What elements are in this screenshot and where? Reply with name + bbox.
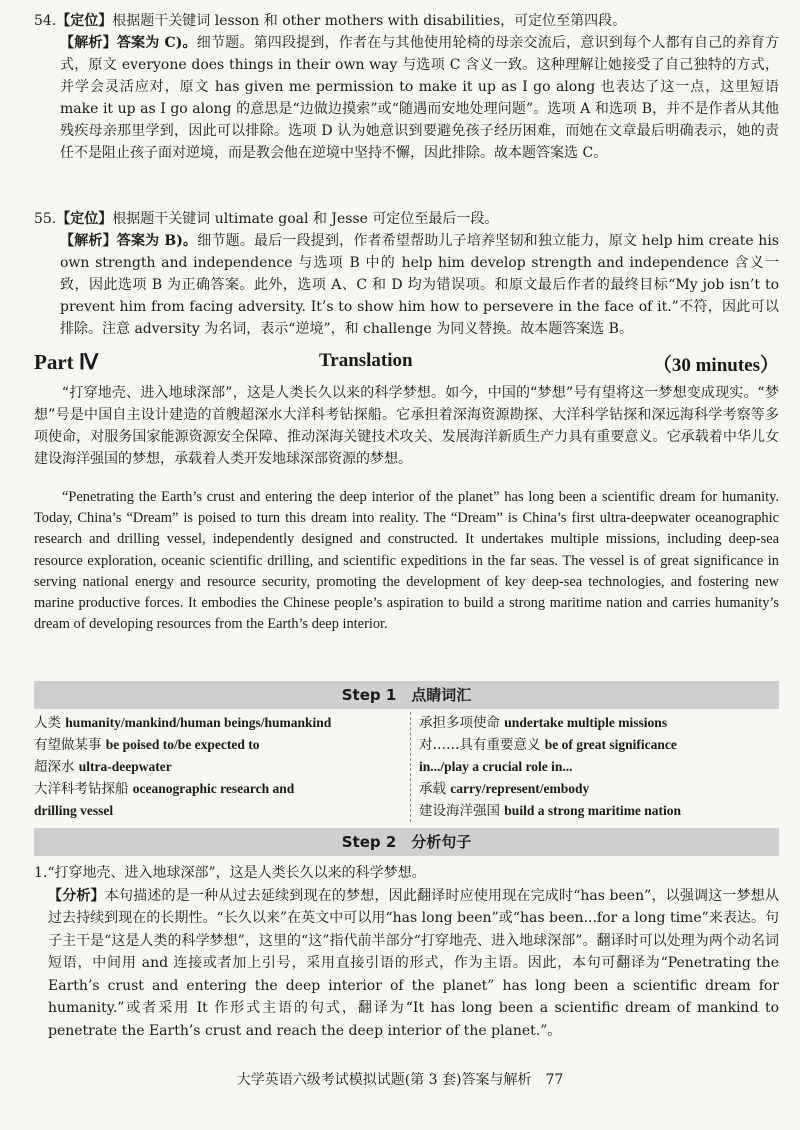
analysis-tag: 【解析】 [60, 35, 117, 51]
vocab-item: 超深水 ultra-deepwater [34, 759, 172, 775]
analysis-tag: 【解析】 [60, 233, 117, 249]
part-title: Translation [319, 350, 413, 371]
item-number: 1. [34, 865, 48, 881]
analysis-tag: 【分析】 [48, 887, 105, 904]
vocab-item: 对……具有重要意义 be of great significance [419, 737, 677, 753]
locate-tag: 【定位】 [56, 211, 113, 227]
source-passage [34, 382, 779, 470]
vocab-item: 承担多项使命 undertake multiple missions [419, 715, 668, 731]
locate-tag: 【定位】 [56, 13, 113, 29]
part-time: （30 minutes） [652, 355, 779, 376]
vocabulary-table [34, 712, 779, 824]
part-label: Part Ⅳ [34, 350, 99, 374]
item-text: “打穿地壳、进入地球深部”，这是人类长久以来的科学梦想。 [47, 865, 426, 881]
analysis-text: 细节题。最后一段提到，作者希望帮助儿子培养坚韧和独立能力，原文 help him create his own strength and independence 与选项 B 中的 help him develop strength and independence 含义一致，因此选项 B 为正确答案。此外，选项 A、C 和 D 均为错误项。和原文最后作者的最终目标“My job isn’t to prevent him from facing adversity. It’s to show him how to persevere in the face of it.”不符，因此可以排除。注意 adversity 为名词，表示“逆境”，和 challenge 为同义替换。故本题答案选 B。 [60, 233, 779, 337]
question-55 [34, 208, 779, 340]
part-heading [34, 350, 779, 378]
step1-bar: Step 1 点睛词汇 [34, 681, 779, 709]
vocab-item: in.../play a crucial role in... [419, 759, 573, 774]
sentence-analysis [34, 862, 779, 1042]
locate-text: 根据题干关键词 ultimate goal 和 Jesse 可定位至最后一段。 [112, 211, 499, 227]
locate-text: 根据题干关键词 lesson 和 other mothers with disabilities，可定位至第四段。 [112, 13, 627, 29]
reference-translation [34, 487, 779, 635]
translation-text: “Penetrating the Earth’s crust and entering the deep interior of the planet” has long been a scientific dream for humanity. Today, China’s “Dream” is poised to turn this dream into reality. The “Dream” is China’s first ultra-deepwater oceanographic research and drilling vessel, independently designed and constructed. It undertakes multiple missions, including deep-sea resource exploration, oceanic scientific drilling, and scientific expeditions in the far seas. The vessel is of great significance in serving national energy and resource security, promoting the development of key deep-sea technologies, and fostering new marine productive forces. It embodies the Chinese people’s aspiration to build a strong maritime nation and carries humanity’s dream of developing resources from the Earth’s deep interior. [34, 489, 779, 633]
vocab-column-left [34, 712, 384, 822]
vocab-item: 大洋科考钻探船 oceanographic research and [34, 781, 295, 797]
vocab-item: 承载 carry/represent/embody [419, 781, 590, 797]
page-footer: 大学英语六级考试模拟试题(第 3 套)答案与解析 77 [236, 1072, 564, 1088]
answer-tag: 答案为 C)。 [116, 35, 197, 51]
analysis-text: 细节题。第四段提到，作者在与其他使用轮椅的母亲交流后，意识到每个人都有自己的养育方式，原文 everyone does things in their own way 与选项 C 含义一致。这种理解让她接受了自己独特的方式，并学会灵活应对，原文 has given me permission to make it up as I go along 也表达了这一点，这里短语 make it up as I go along 的意思是“边做边摸索”或“随遇而安地处理问题”。选项 A 和选项 B，并不是作者从其他残疾母亲那里学到，因此可以排除。选项 D 认为她意识到要避免孩子经历困难，而她在文章最后明确表示，她的责任不是阻止孩子面对逆境，而是教会他在逆境中坚持不懈，因此排除。故本题答案选 C。 [60, 35, 780, 161]
vocab-item: 人类 humanity/mankind/human beings/humankind [34, 715, 332, 731]
vocab-item: 有望做某事 be poised to/be expected to [34, 737, 260, 753]
vocab-column-right [410, 712, 788, 822]
question-number: 54. [34, 13, 57, 29]
question-number: 55. [34, 211, 57, 227]
question-54 [34, 10, 779, 164]
answer-tag: 答案为 B)。 [116, 233, 198, 249]
analysis-text: 本句描述的是一种从过去延续到现在的梦想，因此翻译时应使用现在完成时“has been”，以强调这一梦想从过去持续到现在的长期性。“长久以来”在英文中可以用“has long been”或“has been...for a long time”来表达。句子主干是“这是人类的科学梦想”，这里的“这”指代前半部分“打穿地壳、进入地球深部”。翻译时可以处理为两个动名词短语，中间用 and 连接或者加上引号，采用直接引语的形式，作为主语。因此，本句可翻译为“Penetrating the Earth’s crust and entering the deep interior of the planet” has long been a scientific dream for humanity.”或者采用 It 作形式主语的句式，翻译为“It has long been a scientific dream of mankind to penetrate the Earth’s crust and reach the deep interior of the planet.”。 [48, 887, 780, 1039]
vocab-item: 建设海洋强国 build a strong maritime nation [419, 803, 682, 819]
vocab-item: drilling vessel [34, 803, 114, 818]
source-text: “打穿地壳、进入地球深部”，这是人类长久以来的科学梦想。如今，中国的“梦想”号有望将这一梦想变成现实。“梦想”号是中国自主设计建造的首艘超深水大洋科考钻探船。它承担着深海资源勘探、大洋科学钻探和深远海科学考察等多项使命，对服务国家能源资源安全保障、推动深海关键技术攻关、发展海洋新质生产力具有重要意义。它承载着中华儿女建设海洋强国的梦想，承载着人类开发地球深部资源的梦想。 [34, 385, 779, 467]
step2-bar: Step 2 分析句子 [34, 828, 779, 856]
